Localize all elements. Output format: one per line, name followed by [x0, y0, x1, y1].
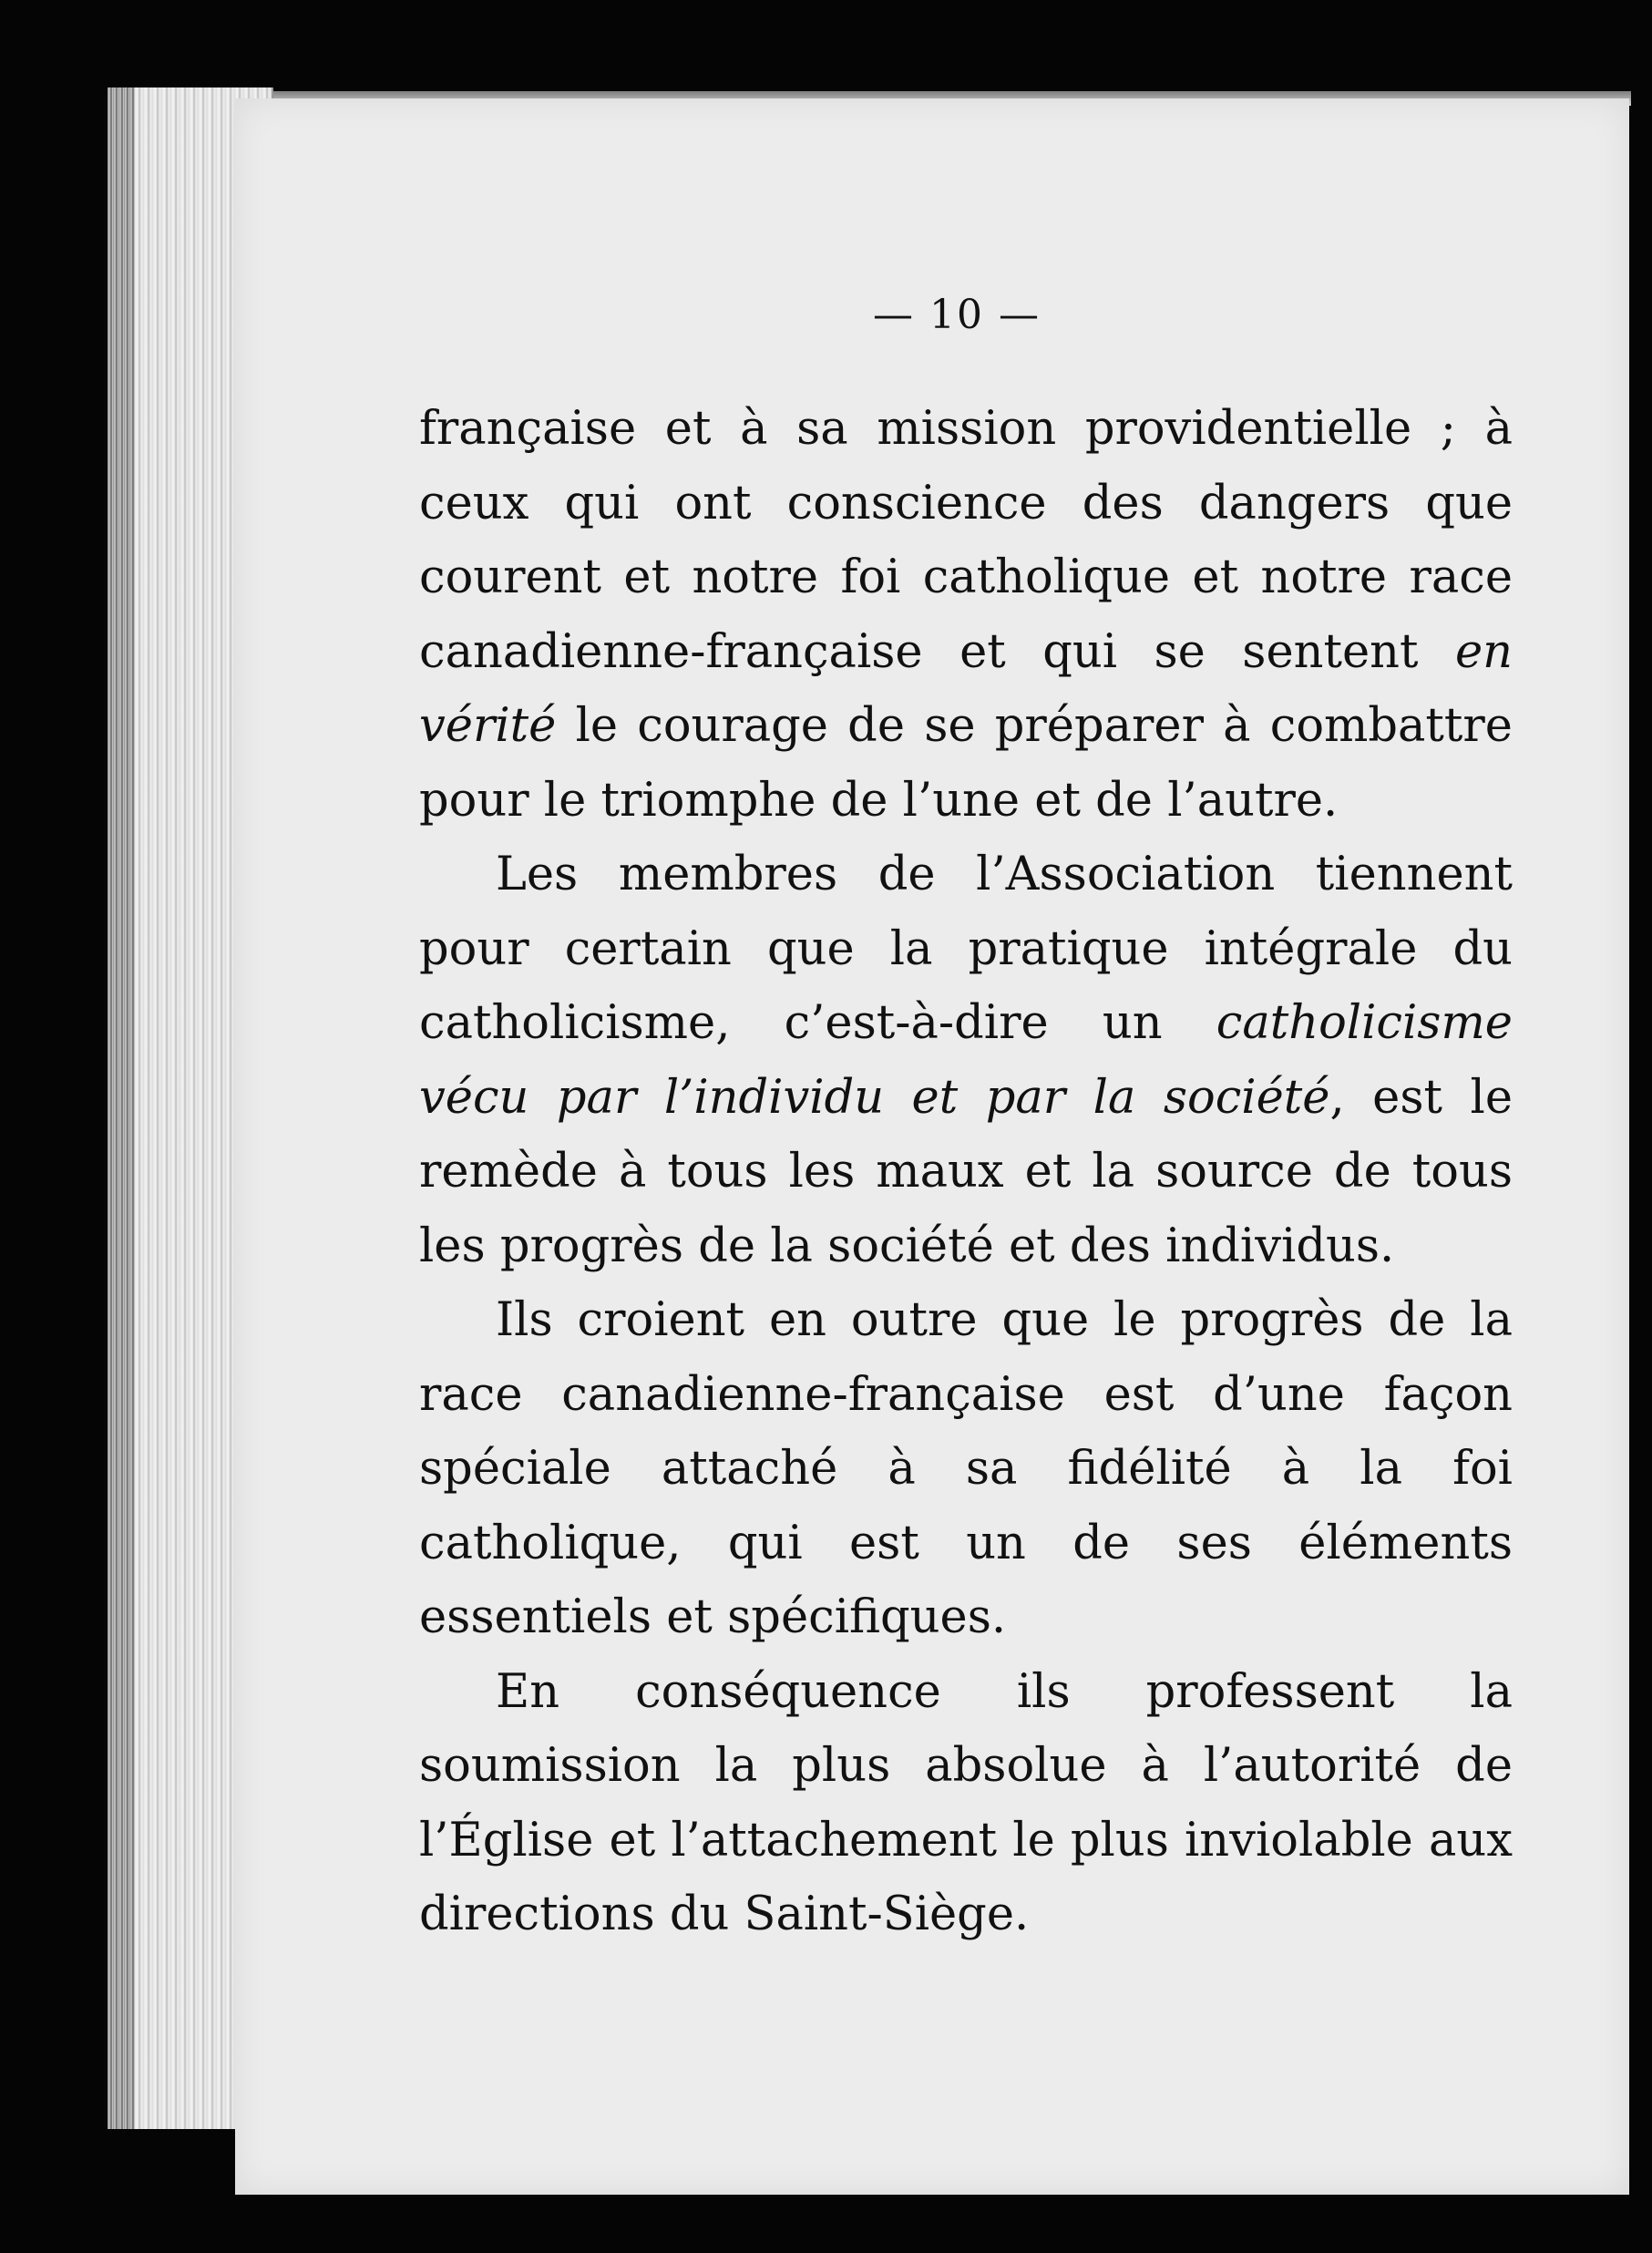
paragraph-1-text-b: le courage de se préparer à combattre pour le triomphe de l’une et de l’autre.: [419, 699, 1513, 828]
body-text: [419, 392, 1513, 1952]
page-number: — 10 —: [873, 292, 1041, 338]
paragraph-1-italic: en vérité: [419, 624, 1513, 753]
paragraph-2-text-a: Les membres de l’Association tiennent pour certain que la pratique intégrale du catholicisme, c’est-à-dire un: [419, 848, 1513, 1050]
paragraph-4: [419, 1655, 1513, 1952]
paragraph-3-text: Ils croient en outre que le progrès de la race canadienne-française est d’une façon spéciale attaché à sa fidélité à la foi catholique, qui est un de ses éléments essentiels et spécifiques.: [419, 1293, 1513, 1644]
paragraph-4-text: En conséquence ils professent la soumission la plus absolue à l’autorité de l’Église et l’attachement le plus inviolable aux directions du Saint-Siège.: [419, 1664, 1513, 1941]
paragraph-1: [419, 392, 1513, 838]
paragraph-2: [419, 838, 1513, 1283]
paragraph-2-italic: catholicisme vécu par l’individu et par la société: [419, 996, 1513, 1125]
paragraph-3: [419, 1283, 1513, 1655]
paragraph-1-text-a: française et à sa mission providentielle ; à ceux qui ont conscience des dangers que courent et notre foi catholique et notre race canadienne-française et qui se sentent: [419, 402, 1513, 679]
book-binding-edge: [108, 87, 135, 2129]
paragraph-2-text-b: , est le remède à tous les maux et la source de tous les progrès de la société et des individus.: [419, 1070, 1513, 1273]
